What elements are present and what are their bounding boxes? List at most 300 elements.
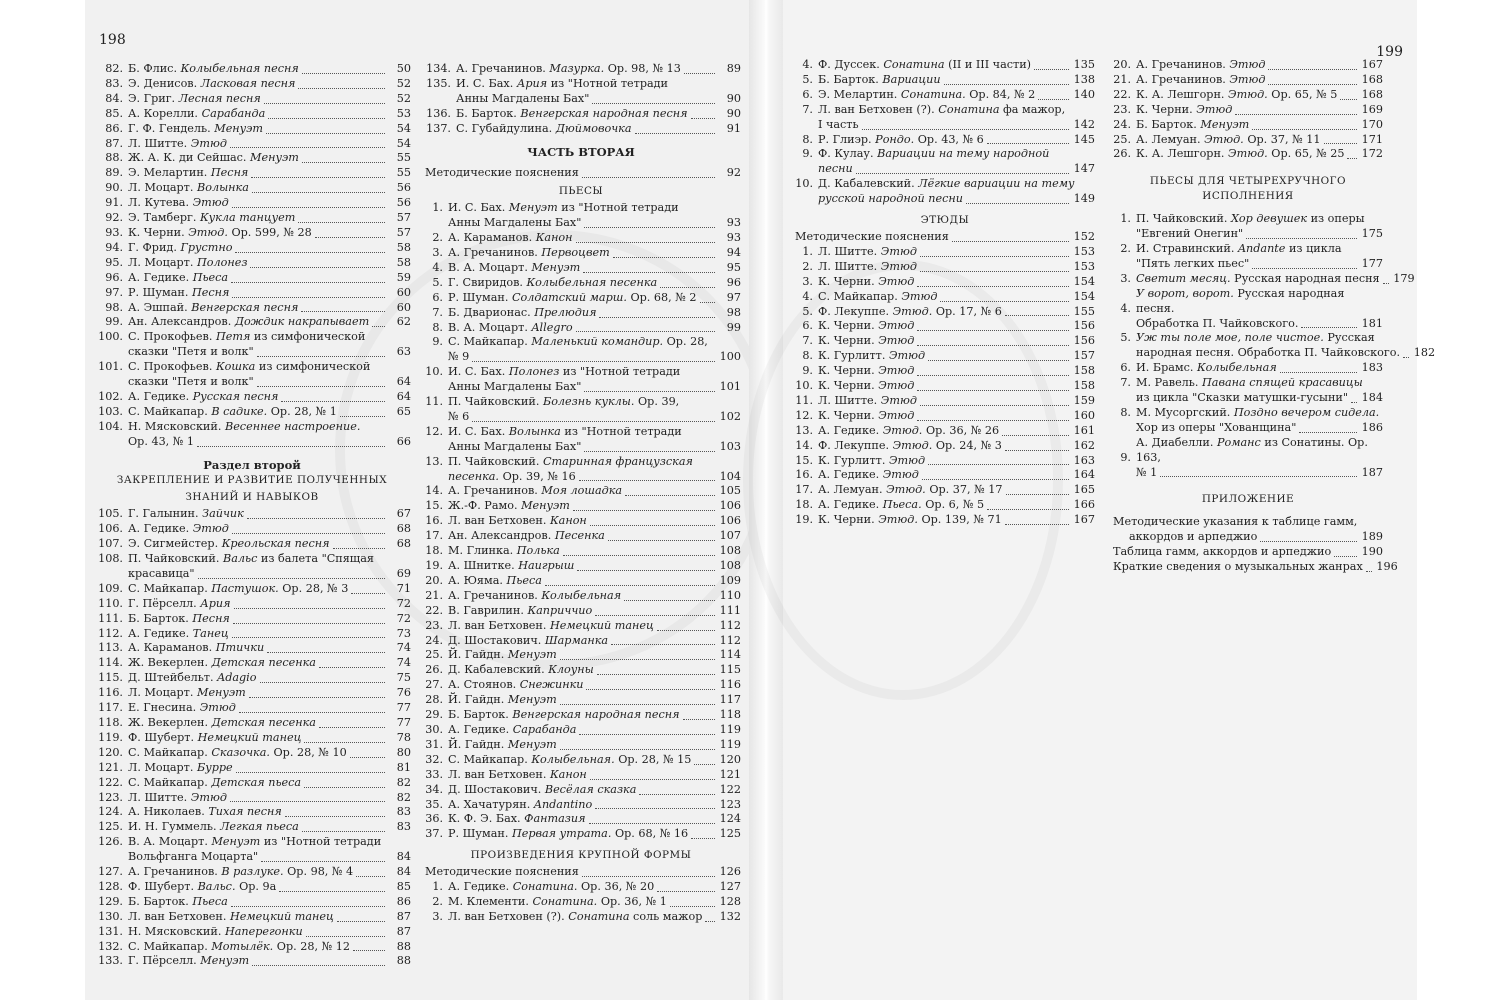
entry-number: 32. <box>425 752 443 766</box>
piece-title: Колыбельная <box>541 588 622 602</box>
piece-title: Весёлая сказка <box>544 782 637 796</box>
entry-title-cont <box>818 118 859 133</box>
toc-entry <box>93 954 411 969</box>
toc-entry <box>93 716 411 731</box>
composer-name: Ж. Векерлен. <box>128 656 209 670</box>
composer-name: К. А. Лешгорн. <box>1136 87 1225 101</box>
entry-title <box>128 301 298 316</box>
toc-entry <box>421 693 741 708</box>
entry-number: 3. <box>432 909 443 923</box>
page-ref: 68 <box>396 522 411 536</box>
piece-detail: Ор. 65, № 5 <box>1271 87 1338 101</box>
piece-title: Зайчик <box>202 507 244 521</box>
toc-entry <box>421 574 741 589</box>
entry-number: 9. <box>1120 450 1131 464</box>
entry-title <box>128 62 299 77</box>
entry-title <box>456 62 681 77</box>
entry-title <box>448 246 610 261</box>
composer-name: Ф. Лекуппе. <box>818 438 890 452</box>
entry-title <box>818 147 1095 162</box>
toc-entry <box>93 656 411 671</box>
dot-leader <box>1366 571 1372 572</box>
composer-name: Р. Шуман. <box>448 290 509 304</box>
toc-entry <box>93 92 411 107</box>
dot-leader <box>252 965 385 966</box>
toc-entry <box>421 812 741 827</box>
entry-number: 19. <box>425 559 443 572</box>
composer-name: Р. Шуман. <box>128 285 189 299</box>
toc-entry <box>421 231 741 246</box>
piece-title: Сарабанда <box>201 106 266 120</box>
dot-leader <box>920 256 1069 257</box>
piece-title: Этюд <box>901 289 938 303</box>
composer-name: А. Гречанинов. <box>448 245 538 259</box>
composer-name: Ан. Александров. <box>448 529 552 543</box>
dot-leader <box>236 772 385 773</box>
piece-title: Волынка <box>196 181 249 195</box>
composer-name: А. Гедике. <box>818 468 880 482</box>
part-heading: ЧАСТЬ ВТОРАЯ <box>527 144 635 159</box>
entry-number: 100. <box>98 330 123 344</box>
entry-title-cont <box>818 192 963 207</box>
entry-title <box>1136 103 1232 118</box>
piece-title: Светит месяц. <box>1136 271 1231 285</box>
entry-title <box>128 791 227 806</box>
piece-title: Этюд <box>1229 72 1266 86</box>
page-number-right: 199 <box>1376 44 1403 60</box>
dot-leader <box>302 831 385 832</box>
dot-leader <box>197 446 385 447</box>
dot-leader <box>589 823 716 824</box>
entry-title <box>818 260 917 275</box>
entry-title-cont <box>1136 466 1157 481</box>
composer-name: А. Лемуан. <box>1136 132 1201 146</box>
page-ref: 124 <box>719 812 741 826</box>
piece-detail: Ор. 139, № 71 <box>921 513 1002 527</box>
entry-number: 17. <box>795 483 813 497</box>
piece-title: Этюд <box>878 364 915 378</box>
piece-detail: Ор. 68, № 16 <box>614 827 689 841</box>
toc-entry <box>421 514 741 529</box>
dot-leader <box>595 808 715 809</box>
composer-name: Э. Мелартин. <box>128 166 208 180</box>
entry-title <box>818 334 914 349</box>
page-ref: 164 <box>1073 468 1095 482</box>
piece-title: Колыбельная <box>1197 361 1277 375</box>
entry-title <box>1136 331 1383 346</box>
entry-title <box>448 589 621 604</box>
toc-entry-continuation <box>93 435 411 450</box>
dot-leader <box>1324 143 1358 144</box>
piece-detail: Ор. 6, № 5 <box>925 498 985 512</box>
toc-entry <box>421 321 741 336</box>
piece-detail: Ор. 36, № 1 <box>600 894 667 908</box>
entry-title <box>128 107 265 122</box>
entry-title <box>818 409 914 424</box>
page-ref: 118 <box>719 708 741 722</box>
page-ref: 54 <box>396 121 411 135</box>
page-ref: 156 <box>1073 319 1095 333</box>
composer-name: Г. Фрид. <box>128 240 177 254</box>
page-ref: 142 <box>1073 117 1095 131</box>
dot-leader <box>987 143 1069 144</box>
entry-title <box>818 349 925 364</box>
piece-detail-cont: "Евгений Онегин" <box>1136 227 1244 241</box>
entry-number: 6. <box>432 290 443 304</box>
toc-entry <box>93 746 411 761</box>
composer-name: Д. Шостакович. <box>448 782 542 796</box>
piece-detail-cont: Хор из оперы "Хованщина" <box>1136 420 1297 434</box>
entry-title <box>128 627 229 642</box>
toc-entry <box>421 559 741 574</box>
entry-title <box>128 552 411 567</box>
page-ref: 87 <box>396 909 411 923</box>
piece-detail-cont: Ор. 39, № 16 <box>502 469 576 483</box>
entry-title-cont <box>128 375 254 390</box>
piece-title: Мазурка. <box>549 62 605 75</box>
toc-entry <box>795 513 1095 528</box>
page-ref: 82 <box>396 790 411 804</box>
toc-entry <box>93 77 411 92</box>
piece-title: Этюд. <box>1228 87 1268 101</box>
piece-title: Этюд <box>190 790 227 804</box>
entry-title <box>128 940 350 955</box>
toc-entry <box>93 805 411 820</box>
entry-number: 7. <box>1120 376 1131 390</box>
page-ref: 183 <box>1361 361 1383 375</box>
page-ref: 158 <box>1073 364 1095 378</box>
entry-number: 14. <box>795 438 813 452</box>
dot-leader <box>592 103 715 104</box>
page-ref: 145 <box>1073 132 1095 146</box>
page-ref: 88 <box>396 954 411 968</box>
dot-leader <box>966 203 1069 204</box>
entry-number: 132. <box>98 939 123 953</box>
page-ref: 96 <box>726 275 741 289</box>
composer-name: А. Эшпай. <box>128 300 188 314</box>
dot-leader <box>590 525 715 526</box>
composer-name: К. Черни. <box>818 319 875 333</box>
piece-title: Романс <box>1216 435 1261 449</box>
entry-title <box>818 364 914 379</box>
page-ref: 86 <box>396 894 411 908</box>
entry-title <box>818 58 1031 73</box>
entry-title-cont <box>1136 227 1243 242</box>
entry-title <box>818 133 984 148</box>
page-ref: 162 <box>1073 438 1095 452</box>
entry-number: 124. <box>98 805 123 819</box>
piece-title: Этюд. <box>188 225 228 239</box>
dot-leader <box>683 719 715 720</box>
composer-name: М. Равель. <box>1136 376 1199 390</box>
entry-number: 127. <box>98 865 123 879</box>
entry-title <box>128 686 246 701</box>
entry-number: 128. <box>98 879 123 893</box>
entry-number: 91. <box>105 196 123 210</box>
dot-leader <box>920 271 1069 272</box>
entry-number: 27. <box>425 678 443 692</box>
entry-number: 3. <box>1120 271 1131 285</box>
entry-number: 4. <box>1120 301 1131 315</box>
entry-title <box>818 483 1003 498</box>
piece-title: Немецкий танец <box>550 618 654 632</box>
page-ref: 100 <box>719 350 741 364</box>
composer-name: М. Глинка. <box>448 544 514 558</box>
entry-title <box>448 723 576 738</box>
entry-title <box>818 454 925 469</box>
toc-column-4 <box>1113 58 1436 575</box>
entry-number: 82. <box>105 62 123 75</box>
entry-title <box>128 925 303 940</box>
toc-entry-continuation <box>795 162 1095 177</box>
dot-leader <box>940 301 1069 302</box>
composer-name: В. А. Моцарт. <box>448 320 528 334</box>
page-ref: 112 <box>719 633 741 647</box>
page-ref: 57 <box>396 225 411 239</box>
page-ref: 58 <box>396 240 411 254</box>
composer-name: П. Чайковский. <box>448 395 540 409</box>
entry-title-cont <box>128 435 194 450</box>
toc-column-3 <box>795 58 1095 528</box>
composer-name: Б. Дварионас. <box>448 305 531 319</box>
entry-number: 26. <box>1113 147 1131 161</box>
page-ref: 158 <box>1073 379 1095 393</box>
piece-title: Этюд <box>192 522 229 536</box>
composer-name: С. Майкапар. <box>128 581 208 595</box>
entry-title <box>448 261 580 276</box>
composer-name: В. Гаврилин. <box>448 603 524 617</box>
entry-title-cont <box>818 162 853 177</box>
entry-title-cont <box>448 216 581 231</box>
entry-number: 136. <box>426 106 451 120</box>
composer-name: Б. Флис. <box>128 62 178 75</box>
entry-title <box>128 597 231 612</box>
toc-entry <box>93 552 411 567</box>
composer-name: И. С. Бах. <box>456 76 514 90</box>
entry-title <box>448 678 583 693</box>
composer-name: А. Николаев. <box>128 805 205 819</box>
entry-title <box>818 498 984 513</box>
toc-entry <box>93 641 411 656</box>
toc-entry-continuation <box>421 216 741 231</box>
toc-entry <box>421 499 741 514</box>
entry-title <box>448 544 560 559</box>
composer-name: Л. Моцарт. <box>128 181 194 195</box>
page-ref: 56 <box>396 196 411 210</box>
piece-title: Мотылёк. <box>211 939 274 953</box>
entry-number: 23. <box>1113 102 1131 116</box>
entry-title <box>1136 212 1383 227</box>
entry-number: 10. <box>425 365 443 379</box>
toc-entry <box>1113 212 1383 227</box>
toc-entry <box>421 365 741 380</box>
page-ref: 94 <box>726 245 741 259</box>
page-ref: 56 <box>396 181 411 195</box>
entry-title <box>448 291 697 306</box>
composer-name: Г. Пёрселл. <box>128 596 197 610</box>
page-ref: 157 <box>1073 349 1095 363</box>
dot-leader <box>353 950 385 951</box>
dot-leader <box>304 787 385 788</box>
dot-leader <box>700 302 715 303</box>
dot-leader <box>234 608 385 609</box>
piece-title: Немецкий танец <box>197 730 302 744</box>
entry-title <box>128 92 261 107</box>
piece-title: Полонез <box>196 255 248 269</box>
piece-title: Песенка <box>554 529 605 543</box>
entry-title <box>128 582 348 597</box>
dot-leader <box>1005 524 1069 525</box>
toc-entry-continuation <box>93 345 411 360</box>
composer-name: Э. Мелартин. <box>818 87 898 101</box>
dot-leader <box>597 674 715 675</box>
dot-leader <box>301 311 385 312</box>
entry-title <box>448 201 741 216</box>
toc-entry <box>795 245 1095 260</box>
piece-title: Сонатина. <box>512 880 578 894</box>
toc-entry <box>1113 88 1383 103</box>
dot-leader <box>545 585 715 586</box>
toc-entry <box>93 791 411 806</box>
piece-title: Клоуны <box>548 663 594 677</box>
entry-number: 123. <box>98 790 123 804</box>
piece-title: Этюд <box>878 274 915 288</box>
entry-title <box>448 425 741 440</box>
piece-title: Песня <box>191 285 230 299</box>
dot-leader <box>657 891 715 892</box>
composer-name: Г. Ф. Гендель. <box>128 121 211 135</box>
toc-entry <box>93 196 411 211</box>
toc-entry <box>421 783 741 798</box>
entry-title <box>448 321 573 336</box>
dot-leader <box>247 518 385 519</box>
piece-title: Этюд <box>878 334 915 348</box>
dot-leader <box>257 356 385 357</box>
dot-leader <box>560 704 715 705</box>
entry-number: 10. <box>795 177 813 191</box>
piece-title: Менуэт <box>507 648 557 662</box>
piece-title: Allegro <box>531 320 573 334</box>
composer-name: В. А. Моцарт. <box>128 835 208 849</box>
dot-leader <box>694 764 715 765</box>
dot-leader <box>987 509 1069 510</box>
entry-title <box>448 619 654 634</box>
piece-title: Дюймовочка <box>555 121 632 135</box>
entry-title <box>448 768 587 783</box>
entry-number: 13. <box>795 423 813 437</box>
dot-leader <box>264 103 385 104</box>
entry-number: 1. <box>802 244 813 258</box>
entry-number: 5. <box>802 304 813 318</box>
entry-title <box>818 177 1095 192</box>
dot-leader <box>235 252 385 253</box>
toc-entry <box>421 276 741 291</box>
entry-title <box>1136 242 1383 257</box>
entry-number: 6. <box>802 87 813 101</box>
dot-leader <box>613 257 715 258</box>
composer-name: С. Майкапар. <box>128 745 208 759</box>
piece-title: Песня <box>192 611 230 625</box>
dot-leader <box>928 360 1069 361</box>
entry-title <box>448 559 574 574</box>
toc-entry <box>93 582 411 597</box>
entry-number: 36. <box>425 812 443 826</box>
composer-name: Б. Барток. <box>448 708 509 722</box>
toc-entry <box>93 776 411 791</box>
page-ref: 72 <box>396 596 411 610</box>
piece-title: Канон <box>550 514 587 528</box>
composer-name: С. Майкапар. <box>128 775 208 789</box>
entry-title <box>448 648 557 663</box>
toc-entry-continuation <box>795 192 1095 207</box>
composer-name: И. Брамс. <box>1136 361 1194 375</box>
entry-title-cont <box>456 92 589 107</box>
entry-title <box>448 499 570 514</box>
entry-title <box>818 394 917 409</box>
composer-name: М. Мусоргский. <box>1136 405 1231 419</box>
entry-title <box>448 529 605 544</box>
dot-leader <box>251 177 385 178</box>
entry-number: 4. <box>802 289 813 303</box>
toc-entry <box>795 394 1095 409</box>
piece-title: Этюд <box>192 196 229 210</box>
toc-entry <box>93 286 411 301</box>
piece-title-cont: песни <box>818 162 853 176</box>
composer-name: Ф. Кулау. <box>818 147 874 161</box>
entry-title <box>1136 376 1383 391</box>
composer-name: К. Гурлитт. <box>818 453 886 467</box>
entry-title <box>128 820 299 835</box>
page-ref: 171 <box>1361 132 1383 146</box>
piece-title: Этюд <box>888 349 926 363</box>
section-heading: Раздел второй <box>203 457 301 472</box>
piece-detail: Ор. 68, № 2 <box>630 290 697 304</box>
entry-number: 85. <box>105 106 123 120</box>
dot-leader <box>1005 450 1069 451</box>
entry-number: 114. <box>98 656 123 670</box>
entry-title <box>1136 58 1265 73</box>
toc-entry <box>421 544 741 559</box>
entry-number: 18. <box>425 544 443 558</box>
toc-entry <box>93 181 411 196</box>
entry-number: 97. <box>105 285 123 299</box>
toc-entry <box>795 364 1095 379</box>
entry-title-cont <box>128 567 195 582</box>
entry-title-cont <box>1136 346 1400 361</box>
entry-number: 2. <box>802 259 813 273</box>
piece-title: Павана спящей красавицы <box>1202 376 1363 390</box>
composer-name: В. А. Моцарт. <box>448 260 528 274</box>
piece-title: Сонатина <box>568 909 630 923</box>
entry-number: 101. <box>98 360 123 374</box>
entry-number: 89. <box>105 166 123 180</box>
piece-title: В садике. <box>211 404 268 418</box>
dot-leader <box>1252 129 1357 130</box>
dot-leader <box>691 118 715 119</box>
dot-leader <box>579 734 715 735</box>
entry-title <box>128 612 230 627</box>
toc-entry <box>93 761 411 776</box>
entry-title <box>448 574 542 589</box>
toc-entry <box>421 484 741 499</box>
composer-name: Ф. Лекуппе. <box>818 304 890 318</box>
toc-entry <box>93 226 411 241</box>
composer-name: К. Черни. <box>818 408 875 422</box>
dot-leader <box>608 540 715 541</box>
entry-title <box>128 805 282 820</box>
toc-entry-continuation <box>1113 257 1383 272</box>
entry-number: 21. <box>425 588 443 602</box>
